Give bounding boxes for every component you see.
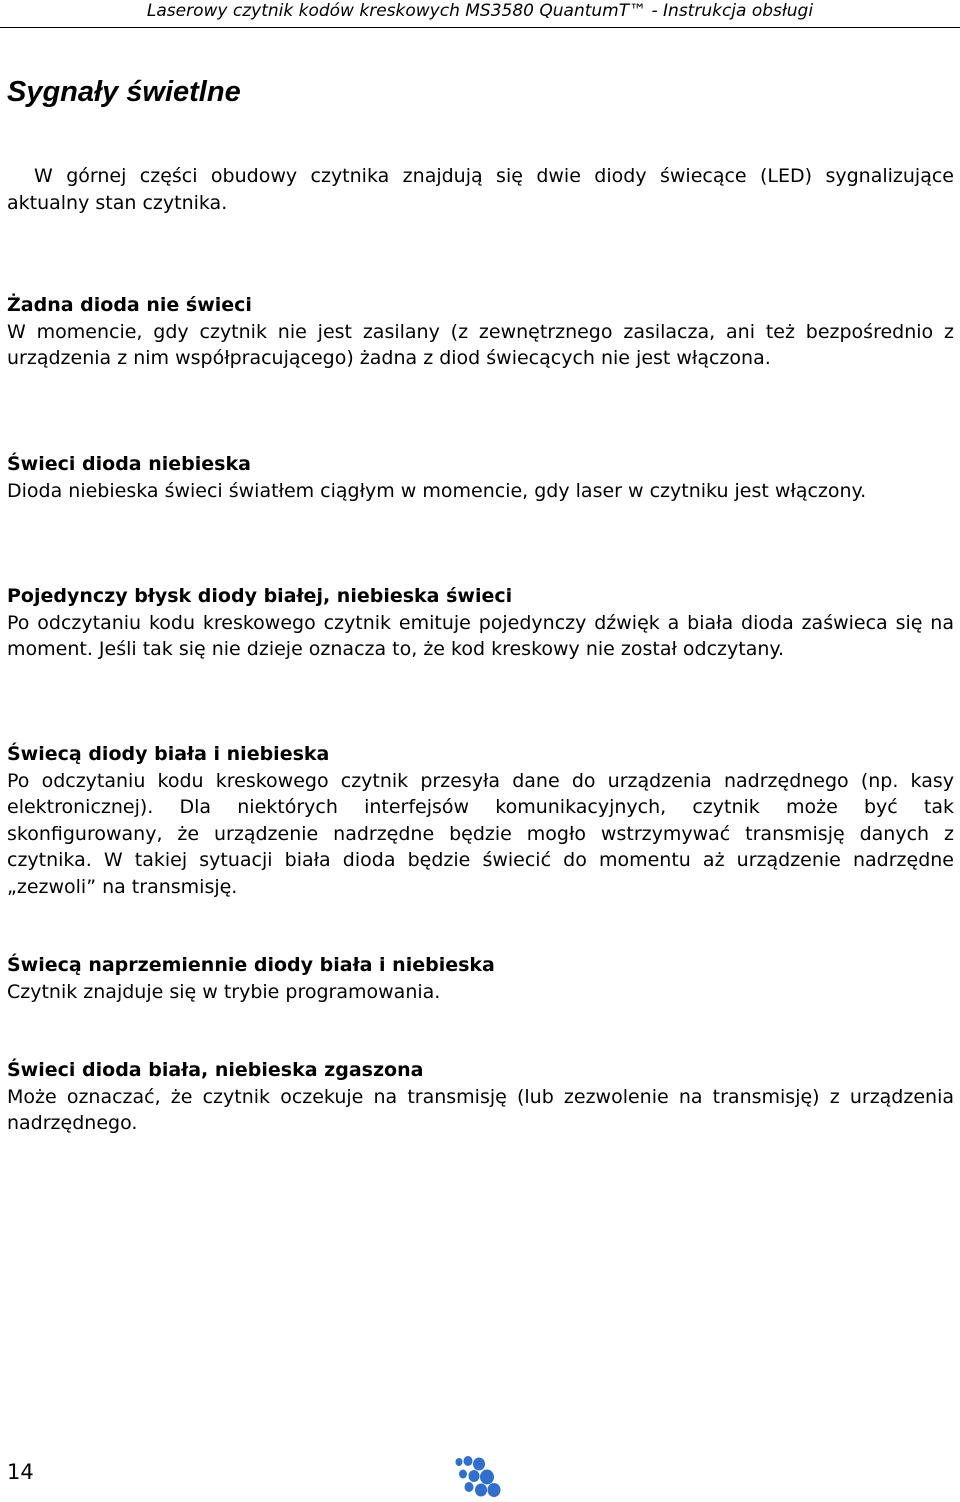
section-heading: Pojedynczy błysk diody białej, niebieska świeci — [7, 585, 513, 607]
intro-paragraph: W górnej części obudowy czytnika znajdują się dwie diody świecące (LED) sygnalizujące aktualny stan czytnika. — [7, 165, 954, 214]
section-white-only — [7, 1057, 954, 1137]
section-single-white-flash — [7, 583, 954, 663]
section-heading: Świecą naprzemiennie diody biała i niebieska — [7, 954, 495, 976]
section-body: Może oznaczać, że czytnik oczekuje na transmisję (lub zezwolenie na transmisję) z urządzenia nadrzędnego. — [7, 1085, 954, 1134]
section-body: W momencie, gdy czytnik nie jest zasilany (z zewnętrznego zasilacza, ani też bezpośrednio z urządzenia z nim współpracującego) żadna z diod świecących nie jest włączona. — [7, 320, 954, 369]
header-text: Laserowy czytnik kodów kreskowych MS3580 QuantumT™ - Instrukcja obsługi — [146, 1, 814, 21]
section-heading: Świeci dioda biała, niebieska zgaszona — [7, 1059, 424, 1081]
page-number: 14 — [7, 1460, 34, 1484]
section-body: Czytnik znajduje się w trybie programowania. — [7, 980, 441, 1003]
section-body: Po odczytaniu kodu kreskowego czytnik przesyła dane do urządzenia nadrzędnego (np. kasy elektronicznej). Dla niektórych interfejsów komunikacyjnych, czytnik może być tak skonfigurowany, że urządzenie nadrzędne będzie mogło wstrzymywać transmisję danych z czytnika. W takiej sytuacji biała dioda będzie świecić do momentu aż urządzenie nadrzędne „zezwoli” na transmisję. — [7, 769, 954, 898]
section-blue-led — [7, 451, 954, 504]
section-body: Dioda niebieska świeci światłem ciągłym w momencie, gdy laser w czytniku jest włączony. — [7, 479, 867, 502]
page-title: Sygnały świetlne — [7, 76, 241, 108]
section-body: Po odczytaniu kodu kreskowego czytnik emituje pojedynczy dźwięk a biała dioda zaświeca się na moment. Jeśli tak się nie dzieje oznacza to, że kod kreskowy nie został odczytany. — [7, 611, 954, 660]
honeywell-metrologic-logo-icon — [452, 1454, 504, 1500]
section-no-led — [7, 292, 954, 372]
section-heading: Świeci dioda niebieska — [7, 453, 251, 475]
intro-block — [7, 163, 954, 216]
section-white-and-blue — [7, 741, 954, 900]
section-alternating — [7, 952, 954, 1005]
page-header — [0, 0, 960, 28]
section-heading: Żadna dioda nie świeci — [7, 294, 252, 316]
section-heading: Świecą diody biała i niebieska — [7, 743, 330, 765]
